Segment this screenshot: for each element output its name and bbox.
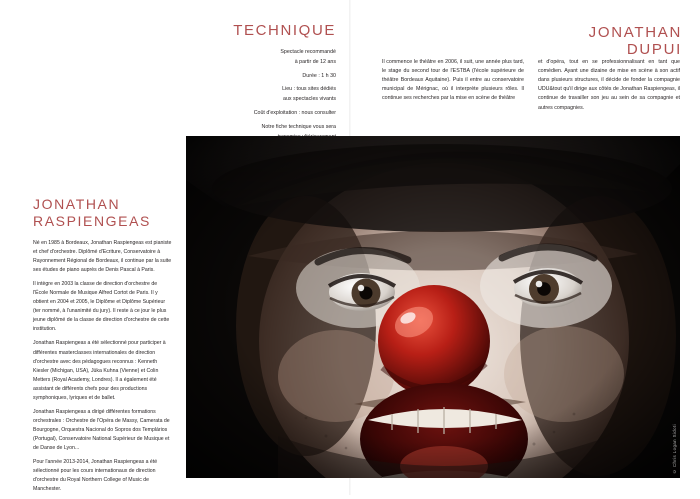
left-artist-bio: [33, 239, 173, 499]
technique-line: Coût d'exploitation : nous consulter: [253, 109, 336, 116]
left-artist-first-name: JONATHAN: [33, 196, 121, 212]
technique-title: TECHNIQUE: [233, 22, 336, 39]
left-bio-paragraph: Il intègre en 2003 la classe de direction d'orchestre de l'École Normale de Musique Alfred Cortot de Paris. Il y obtient en 2004 et 2005, le Diplôme et Diplôme Supérieur (ter nommé, à l'unanimité du jury). Il reste à ce jour le plus jeune diplômé de la classe de direction d'orchestre de cette institution.: [33, 281, 170, 333]
left-bio-paragraph: Jonathan Raspiengeas a été sélectionné pour participer à différentes masterclasses internationales de direction d'orchestre avec des pédagogues reconnus : Kenneth Kiesler (Michigan, USA), Jüka Kuhna (Vienne) et Colin Metters (Royal Academy, Londres). Il a également été assistant de différents chefs pour des productions symphoniques, lyriques et de ballet.: [33, 340, 166, 401]
technique-line: à partir de 12 ans: [294, 58, 336, 65]
right-bio-column-2: et d'opéra, tout en se professionnalisant en tant que comédien. Ayant une dizaine de mise en scène à son actif dans plusieurs structures, il décide de fonder la compagnie UDU&tout qu'il dirige aux côtés de Jonathan Raspiengeas, il continue de travailler son jeu au sein de sa compagnie et autres compagnies.: [538, 59, 680, 111]
technique-block: [214, 22, 336, 142]
right-artist-first-name: JONATHAN: [588, 24, 682, 41]
right-bio-column-1: Il commence le théâtre en 2006, il suit, une année plus tard, le stage du second tour de l'ESTBA (l'école supérieure de théâtre Bordeaux Aquitaine). Puis il entre au conservatoire municipal de Mérignac, où il interprète plusieurs rôles. Il continue ses recherches par la mise en scène de théâtre: [382, 59, 524, 102]
portrait-photo: [186, 136, 680, 478]
left-artist-last-name: RASPIENGEAS: [33, 212, 151, 229]
left-bio-paragraph: Pour l'année 2013-2014, Jonathan Raspiengeas a été sélectionné pour les cours internationaux de direction d'orchestre du Royal Northern College of Music de Manchester.: [33, 459, 158, 493]
technique-lines: [214, 48, 336, 142]
technique-line: Lieu : tous sites dédiés: [282, 86, 336, 93]
left-bio-paragraph: Jonathan Raspiengeas a dirigé différentes formations orchestrales : Orchestre de l'Opéra de Massy, Camerata de Bourgogne, Orquestra Nacional do Sopros dos Templários (Portugal), Conservatoire National Supérieur de Musique et de Danse de Lyon...: [33, 408, 170, 451]
clown-portrait-illustration: [186, 136, 680, 478]
technique-line: Notre fiche technique vous sera: [261, 123, 336, 130]
left-bio-paragraph: Né en 1985 à Bordeaux, Jonathan Raspiengeas est pianiste et chef d'orchestre. Diplômé d'Ecriture, Conservatoire à Rayonnement Régional de Bordeaux, il continue par la suite ses études de piano auprès de Denis Pascal à Paris.: [33, 240, 172, 274]
photo-credit: © Chris Logan Sidoti: [672, 423, 677, 474]
right-artist-name: [589, 24, 682, 59]
technique-line: Durée : 1 h 30: [302, 72, 336, 79]
right-artist-bio: [382, 58, 680, 113]
technique-line: aux spectacles vivants: [283, 96, 336, 103]
right-artist-last-name: DUPUI: [626, 41, 682, 59]
left-artist-name: [33, 196, 151, 230]
technique-line: Spectacle recommandé: [280, 49, 336, 55]
